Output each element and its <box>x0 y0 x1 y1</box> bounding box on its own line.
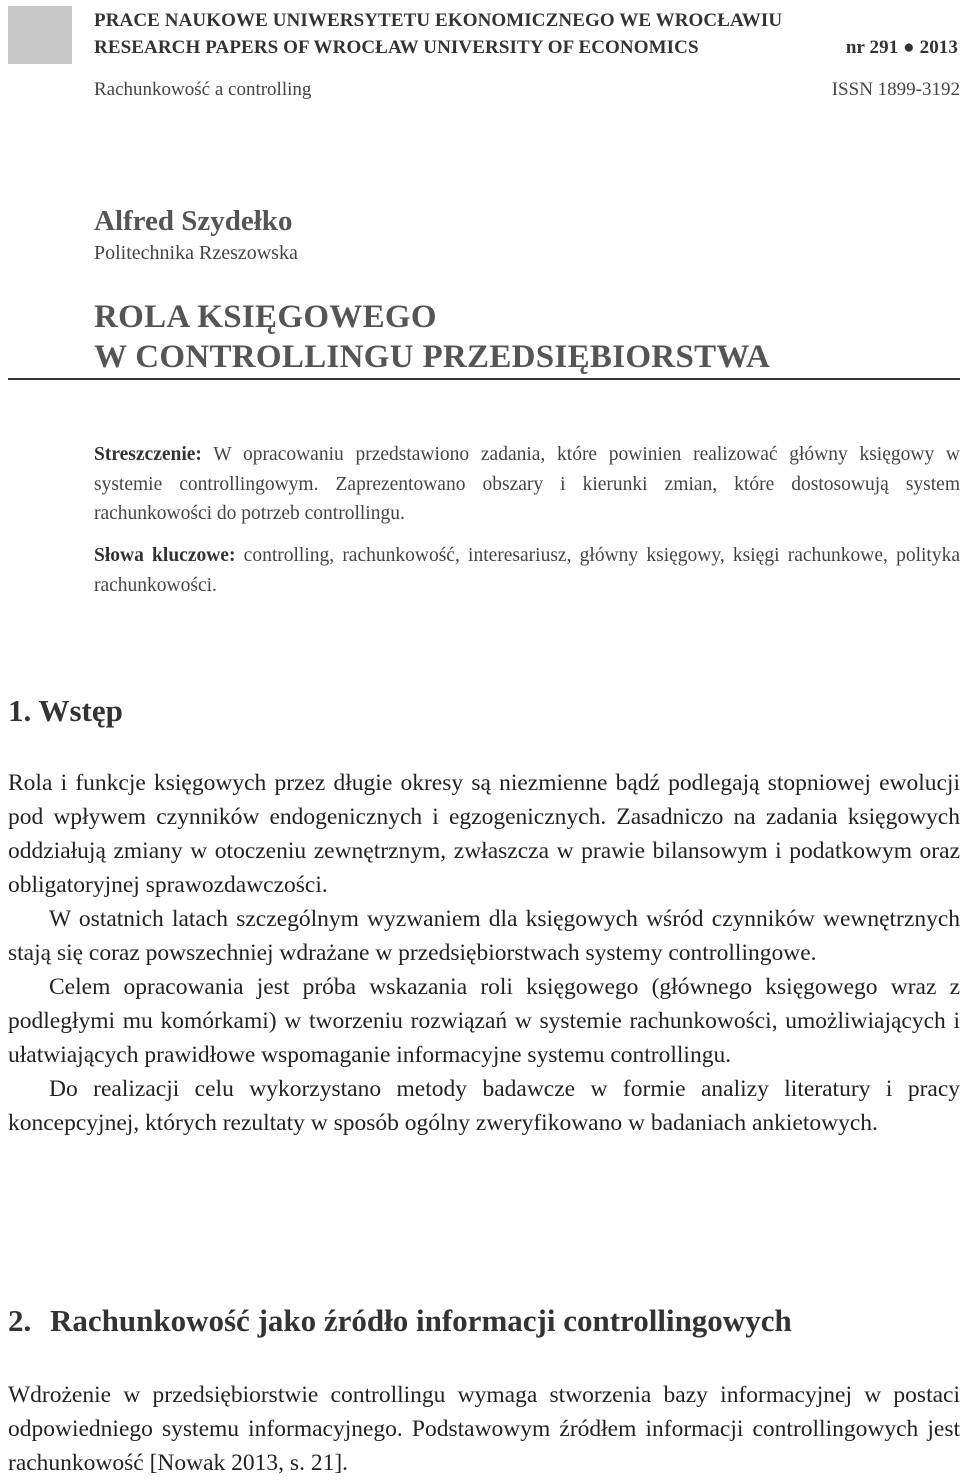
author-name: Alfred Szydełko <box>94 205 293 237</box>
section-1-heading: 1. Wstęp <box>8 693 123 728</box>
keywords-text: controlling, rachunkowość, interesariusz, główny księgowy, księgi rachunkowe, polityka rachunkowości. <box>94 545 960 596</box>
header-gray-block <box>8 6 72 64</box>
section-1-paragraph: Celem opracowania jest próba wskazania roli księgowego (głównego księgowego wraz z podległymi mu komórkami) w tworzeniu rozwiązań w systemie rachunkowości, umożliwiających i ułatwiających prawidłowe wspomaganie informacyjne systemu controllingu. <box>8 974 960 1068</box>
journal-name-en: RESEARCH PAPERS OF WROCŁAW UNIVERSITY OF ECONOMICS <box>94 37 699 58</box>
section-2-body <box>8 1378 960 1480</box>
paper-title <box>94 297 770 377</box>
section-2-paragraph: Wdrożenie w przedsiębiorstwie controllingu wymaga stworzenia bazy informacyjnej w postaci odpowiedniego systemu informacyjnego. Podstawowym źródłem informacji controllingowych jest rachunkowość [Nowak 2013, s. 21]. <box>8 1382 960 1476</box>
keywords <box>94 541 960 600</box>
section-1-paragraph: Do realizacji celu wykorzystano metody badawcze w formie analizy literatury i pracy koncepcyjnej, których rezultaty w sposób ogólny zweryfikowano w badaniach ankietowych. <box>8 1076 960 1136</box>
section-2-heading <box>8 1303 792 1339</box>
journal-line-en <box>94 37 960 59</box>
series-name: Rachunkowość a controlling <box>94 79 312 100</box>
journal-name-pl: PRACE NAUKOWE UNIWERSYTETU EKONOMICZNEGO WE WROCŁAWIU <box>94 10 783 31</box>
journal-issue: nr 291 ● 2013 <box>845 37 958 58</box>
abstract-text: W opracowaniu przedstawiono zadania, które powinien realizować główny księgowy w systemie controllingowym. Zaprezentowano obszary i kierunki zmian, które dostosowują system rachunkowości do potrzeb controllingu. <box>94 444 960 524</box>
section-2-number: 2. <box>8 1303 32 1338</box>
abstract-label: Streszczenie: <box>94 444 202 465</box>
series-row <box>94 79 960 101</box>
paper-title-line-2: W CONTROLLINGU PRZEDSIĘBIORSTWA <box>94 339 771 375</box>
paper-title-line-1: ROLA KSIĘGOWEGO <box>94 299 437 335</box>
abstract <box>94 440 960 529</box>
section-1-paragraph: W ostatnich latach szczególnym wyzwaniem dla księgowych wśród czynników wewnętrznych stają się coraz powszechniej wdrażane w przedsiębiorstwach systemy controllingowe. <box>8 906 960 966</box>
section-1-body <box>8 766 960 1140</box>
title-divider <box>8 378 960 380</box>
section-2-title: Rachunkowość jako źródło informacji controllingowych <box>50 1303 792 1338</box>
keywords-label: Słowa kluczowe: <box>94 545 236 566</box>
section-1-paragraph: Rola i funkcje księgowych przez długie okresy są niezmienne bądź podlegają stopniowej ewolucji pod wpływem czynników endogenicznych i egzogenicznych. Zasadniczo na zadania księgowych oddziałują zmiany w otoczeniu zewnętrznym, zwłaszcza w prawie bilansowym i podatkowym oraz obligatoryjnej sprawozdawczości. <box>8 770 960 898</box>
issn: ISSN 1899-3192 <box>831 79 960 100</box>
author-affiliation: Politechnika Rzeszowska <box>94 242 298 264</box>
